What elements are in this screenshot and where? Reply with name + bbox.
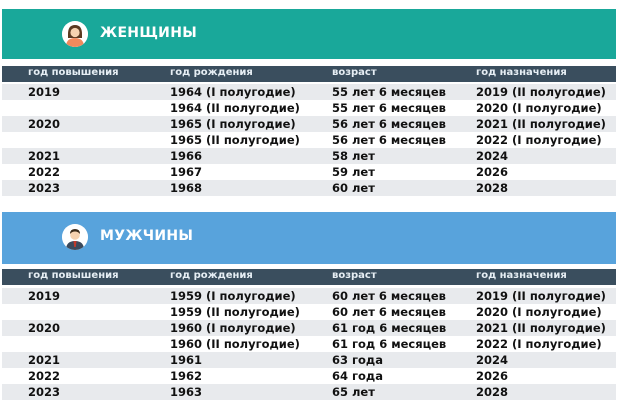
table-row xyxy=(2,148,616,164)
cell-age: 56 лет 6 месяцев xyxy=(332,117,446,131)
cell-raise-year: 2021 xyxy=(28,353,61,367)
men-title: МУЖЧИНЫ xyxy=(100,228,194,244)
cell-age: 60 лет xyxy=(332,181,375,195)
cell-age: 63 года xyxy=(332,353,383,367)
cell-raise-year: 2021 xyxy=(28,149,61,163)
women-title: ЖЕНЩИНЫ xyxy=(100,25,198,41)
cell-assign-year: 2028 xyxy=(476,181,509,195)
header-age: возраст xyxy=(332,270,377,281)
table-row xyxy=(2,288,616,304)
cell-birth-year: 1968 xyxy=(170,181,203,195)
cell-raise-year: 2023 xyxy=(28,385,61,399)
cell-birth-year: 1959 (II полугодие) xyxy=(170,305,300,319)
table-row xyxy=(2,132,616,148)
cell-raise-year: 2022 xyxy=(28,369,61,383)
cell-assign-year: 2020 (I полугодие) xyxy=(476,305,602,319)
cell-assign-year: 2019 (II полугодие) xyxy=(476,289,606,303)
man-avatar-icon xyxy=(62,224,88,250)
table-row xyxy=(2,304,616,320)
cell-birth-year: 1959 (I полугодие) xyxy=(170,289,296,303)
women-section xyxy=(2,9,616,201)
cell-assign-year: 2026 xyxy=(476,369,509,383)
cell-assign-year: 2022 (I полугодие) xyxy=(476,337,602,351)
cell-raise-year: 2019 xyxy=(28,85,61,99)
cell-age: 64 года xyxy=(332,369,383,383)
table-row xyxy=(2,84,616,100)
cell-age: 56 лет 6 месяцев xyxy=(332,133,446,147)
cell-birth-year: 1964 (II полугодие) xyxy=(170,101,300,115)
cell-raise-year: 2022 xyxy=(28,165,61,179)
table-row xyxy=(2,164,616,180)
cell-assign-year: 2022 (I полугодие) xyxy=(476,133,602,147)
woman-avatar-icon xyxy=(62,21,88,47)
header-age: возраст xyxy=(332,67,377,78)
header-assign-year: год назначения xyxy=(476,270,567,281)
men-banner xyxy=(2,212,616,264)
header-raise-year: год повышения xyxy=(28,270,119,281)
cell-assign-year: 2020 (I полугодие) xyxy=(476,101,602,115)
cell-birth-year: 1964 (I полугодие) xyxy=(170,85,296,99)
cell-age: 60 лет 6 месяцев xyxy=(332,305,446,319)
men-table-body xyxy=(2,288,616,400)
cell-assign-year: 2024 xyxy=(476,353,509,367)
cell-birth-year: 1960 (II полугодие) xyxy=(170,337,300,351)
cell-assign-year: 2021 (II полугодие) xyxy=(476,117,606,131)
table-row xyxy=(2,116,616,132)
table-row xyxy=(2,336,616,352)
cell-age: 55 лет 6 месяцев xyxy=(332,85,446,99)
cell-raise-year: 2019 xyxy=(28,289,61,303)
header-assign-year: год назначения xyxy=(476,67,567,78)
cell-birth-year: 1961 xyxy=(170,353,203,367)
cell-age: 60 лет 6 месяцев xyxy=(332,289,446,303)
cell-birth-year: 1965 (II полугодие) xyxy=(170,133,300,147)
table-row xyxy=(2,384,616,400)
cell-birth-year: 1963 xyxy=(170,385,203,399)
cell-age: 59 лет xyxy=(332,165,375,179)
table-row xyxy=(2,352,616,368)
cell-age: 61 год 6 месяцев xyxy=(332,337,447,351)
cell-birth-year: 1966 xyxy=(170,149,203,163)
cell-assign-year: 2028 xyxy=(476,385,509,399)
header-birth-year: год рождения xyxy=(170,270,253,281)
table-row xyxy=(2,100,616,116)
cell-assign-year: 2019 (II полугодие) xyxy=(476,85,606,99)
cell-birth-year: 1962 xyxy=(170,369,203,383)
table-row xyxy=(2,368,616,384)
cell-assign-year: 2024 xyxy=(476,149,509,163)
cell-birth-year: 1960 (I полугодие) xyxy=(170,321,296,335)
cell-birth-year: 1965 (I полугодие) xyxy=(170,117,296,131)
cell-raise-year: 2023 xyxy=(28,181,61,195)
cell-age: 55 лет 6 месяцев xyxy=(332,101,446,115)
cell-assign-year: 2026 xyxy=(476,165,509,179)
header-raise-year: год повышения xyxy=(28,67,119,78)
men-section xyxy=(2,212,616,408)
cell-age: 65 лет xyxy=(332,385,375,399)
header-birth-year: год рождения xyxy=(170,67,253,78)
cell-age: 58 лет xyxy=(332,149,375,163)
table-row xyxy=(2,180,616,196)
cell-raise-year: 2020 xyxy=(28,321,61,335)
men-table-header xyxy=(2,269,616,285)
women-table-header xyxy=(2,66,616,82)
women-table-body xyxy=(2,84,616,196)
cell-raise-year: 2020 xyxy=(28,117,61,131)
table-row xyxy=(2,320,616,336)
cell-age: 61 год 6 месяцев xyxy=(332,321,447,335)
women-banner xyxy=(2,9,616,59)
cell-birth-year: 1967 xyxy=(170,165,203,179)
cell-assign-year: 2021 (II полугодие) xyxy=(476,321,606,335)
